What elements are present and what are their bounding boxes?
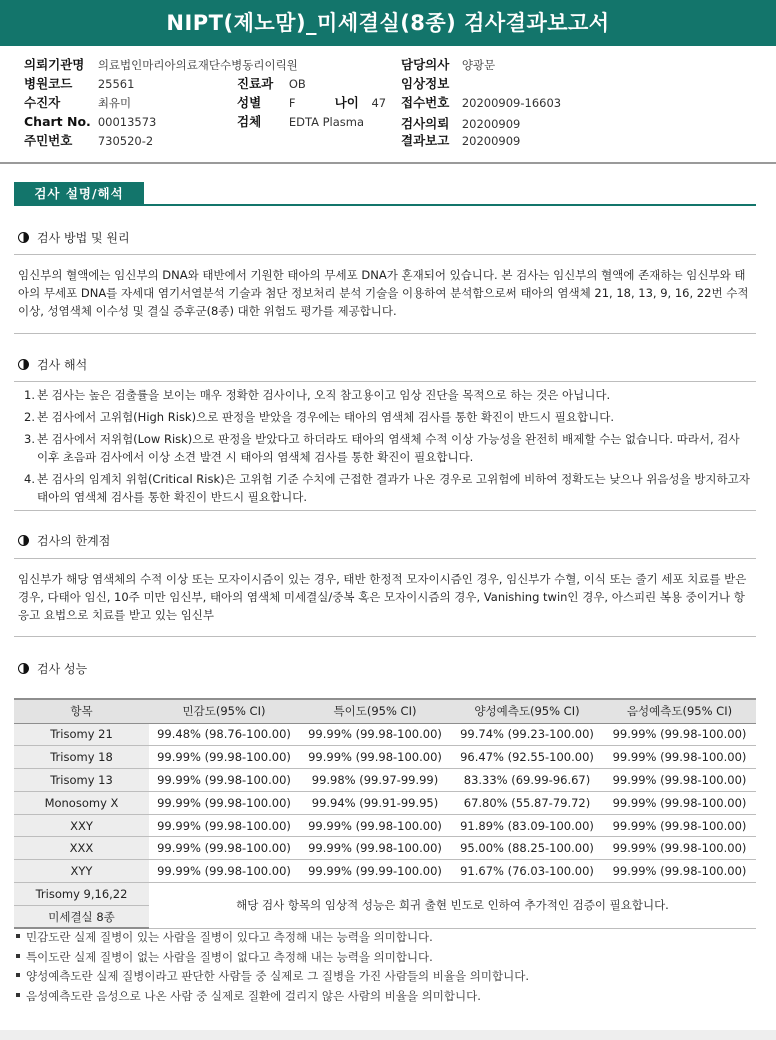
info-dept <box>237 77 306 91</box>
info-institution <box>24 58 298 72</box>
request-date-label: 검사의뢰 <box>401 116 450 131</box>
collector-value: 최유미 <box>97 96 132 110</box>
limits-heading-text: 검사의 한계점 <box>37 534 111 548</box>
interpret-heading-text: 검사 해석 <box>37 358 88 372</box>
age-label: 나이 <box>334 95 359 110</box>
info-receipt-no <box>401 96 561 110</box>
patient-info-block <box>0 50 776 162</box>
definition-item: 양성예측도란 실제 질병이라고 판단한 사람들 중 실제로 그 질병을 가진 사람들의 비율을 의미합니다. <box>16 967 529 987</box>
receipt-no-value: 20200909-16603 <box>461 96 562 110</box>
half-circle-icon <box>18 232 29 243</box>
dept-value: OB <box>288 77 306 91</box>
specimen-value: EDTA Plasma <box>288 115 365 129</box>
definition-item: 민감도란 실제 질병이 있는 사람을 질병이 있다고 측정해 내는 능력을 의미합니다. <box>16 928 529 948</box>
interpret-item: 4. 본 검사의 임계치 위험(Critical Risk)은 고위험 기준 수치에 근접한 결과가 나온 경우로 고위험에 비하여 정확도는 낮으나 위음성을 방지하고자 태아의 염색체 검사를 통한 확진이 반드시 필요합니다. <box>24 472 750 504</box>
hospital-code-value: 25561 <box>97 77 135 91</box>
perf-heading-text: 검사 성능 <box>37 662 88 676</box>
definitions-list <box>16 928 529 1006</box>
bullet-icon <box>16 973 20 977</box>
chart-no-value: 00013573 <box>97 115 157 129</box>
interpret-item: 2. 본 검사에서 고위험(High Risk)으로 판정을 받았을 경우에는 태아의 염색체 검사를 통한 확진이 반드시 필요합니다. <box>24 410 614 424</box>
info-result-date <box>401 134 520 148</box>
interpret-item: 3. 본 검사에서 저위험(Low Risk)으로 판정을 받았다고 하더라도 태아의 염색체 수적 이상 가능성을 완전히 배제할 수는 없습니다. 따라서, 검사 이후 초음파 검사에서 이상 소견 발견 시 태아의 염색체 검사를 통한 확진이 필요합니다. <box>24 432 740 464</box>
sex-label: 성별 <box>237 95 262 110</box>
table-row: Trisomy 13 99.99% (99.98-100.00) 99.98% (99.97-99.99) 83.33% (69.99-96.67) 99.99% (99.98-100.00) <box>14 769 756 792</box>
limits-divider <box>14 558 756 559</box>
method-end-divider <box>14 333 756 334</box>
hospital-code-label: 병원코드 <box>24 76 73 91</box>
half-circle-icon <box>18 535 29 546</box>
extra-note: 해당 검사 항목의 임상적 성능은 희귀 출현 빈도로 인하여 추가적인 검증이 필요합니다. <box>149 883 756 929</box>
info-divider <box>0 162 776 164</box>
definition-item: 특이도란 실제 질병이 없는 사람을 질병이 없다고 측정해 내는 능력을 의미합니다. <box>16 948 529 968</box>
extra-item-trisomy: Trisomy 9,16,22 <box>14 883 149 906</box>
clinical-label: 임상정보 <box>401 76 450 91</box>
report-title: NIPT(제노맘)_미세결실(8종) 검사결과보고서 <box>0 0 776 46</box>
age-value: 47 <box>371 96 387 110</box>
header-item: 항목 <box>14 699 149 723</box>
header-npv: 음성예측도(95% CI) <box>603 699 756 723</box>
footer-band <box>0 1030 776 1040</box>
perf-heading <box>18 660 87 677</box>
result-date-value: 20200909 <box>461 134 521 148</box>
info-doctor <box>401 58 495 72</box>
performance-table <box>14 698 756 929</box>
institution-label: 의뢰기관명 <box>24 57 85 72</box>
method-divider <box>14 254 756 255</box>
info-specimen <box>237 115 364 129</box>
institution-value: 의료법인마리아의료재단수병동리이릭원 <box>97 58 298 72</box>
table-row: Trisomy 18 99.99% (99.98-100.00) 99.99% (99.98-100.00) 96.47% (92.55-100.00) 99.99% (99.98-100.00) <box>14 746 756 769</box>
info-clinical <box>401 77 462 91</box>
doctor-label: 담당의사 <box>401 57 450 72</box>
interpret-end-divider <box>14 510 756 511</box>
half-circle-icon <box>18 663 29 674</box>
section-tab-explanation: 검사 설명/해석 <box>14 182 144 205</box>
header-specificity: 특이도(95% CI) <box>299 699 451 723</box>
extra-item-microdeletion: 미세결실 8종 <box>14 905 149 928</box>
bullet-icon <box>16 993 20 997</box>
info-chart-no <box>24 115 156 129</box>
method-heading <box>18 229 130 246</box>
doctor-value: 양광문 <box>461 58 496 72</box>
info-sex <box>237 96 386 110</box>
method-heading-text: 검사 방법 및 원리 <box>37 231 130 245</box>
limits-end-divider <box>14 636 756 637</box>
method-text: 임신부의 혈액에는 임신부의 DNA와 태반에서 기원한 태아의 무세포 DNA가 혼재되어 있습니다. 본 검사는 임신부의 혈액에 존재하는 임신부와 태아의 무세포 DNA를 자세대 염기서열분석 기술과 첨단 정보처리 분석 기술을 이용하여 분석함으로써 태아의 염색체 21, 18, 13, 9, 16, 22번 수적 이상, 성염색체 이수성 및 결실 증후군(8종) 대한 위험도 평가를 제공합니다. <box>18 268 749 318</box>
sex-value: F <box>288 96 296 110</box>
dept-label: 진료과 <box>237 76 274 91</box>
half-circle-icon <box>18 359 29 370</box>
limits-text: 임신부가 해당 염색체의 수적 이상 또는 모자이시즘이 있는 경우, 태반 한정적 모자이시즘인 경우, 임신부가 수혈, 이식 또는 줄기 세포 치료를 받은 경우, 다태아 임신, 10주 미만 임신부, 태아의 염색체 미세결실/중복 혹은 모자이시즘의 경우, Vanishing twin인 경우, 아스피린 복용 중이거나 항 응고 요법으로 치료를 받고 있는 임신부 <box>18 572 747 622</box>
section-tab-underline <box>14 204 756 206</box>
interpret-divider <box>14 381 756 382</box>
collector-label: 수진자 <box>24 95 61 110</box>
interpret-list <box>24 386 754 510</box>
table-row: XYY 99.99% (99.98-100.00) 99.99% (99.99-100.00) 91.67% (76.03-100.00) 99.99% (99.98-100.00) <box>14 860 756 883</box>
info-collector <box>24 96 131 110</box>
info-hospital-code <box>24 77 134 91</box>
table-row-extra <box>14 883 756 906</box>
interpret-heading <box>18 356 87 373</box>
table-header-row <box>14 699 756 723</box>
result-date-label: 결과보고 <box>401 133 450 148</box>
info-resident-no <box>24 134 153 148</box>
bullet-icon <box>16 954 20 958</box>
resident-no-value: 730520-2 <box>97 134 154 148</box>
request-date-value: 20200909 <box>461 117 521 131</box>
info-request-date <box>401 117 520 131</box>
definition-item: 음성예측도란 음성으로 나온 사람 중 실제로 질환에 걸리지 않은 사람의 비율을 의미합니다. <box>16 987 529 1007</box>
specimen-label: 검체 <box>237 114 262 129</box>
bullet-icon <box>16 934 20 938</box>
header-sensitivity: 민감도(95% CI) <box>149 699 299 723</box>
interpret-item: 1. 본 검사는 높은 검출률을 보이는 매우 정확한 검사이나, 오직 참고용이고 임상 진단을 목적으로 하는 것은 아닙니다. <box>24 388 611 402</box>
table-row: XXY 99.99% (99.98-100.00) 99.99% (99.98-100.00) 91.89% (83.09-100.00) 99.99% (99.98-100.00) <box>14 814 756 837</box>
chart-no-label: Chart No. <box>24 114 91 129</box>
header-ppv: 양성예측도(95% CI) <box>451 699 603 723</box>
table-row: XXX 99.99% (99.98-100.00) 99.99% (99.98-100.00) 95.00% (88.25-100.00) 99.99% (99.98-100.00) <box>14 837 756 860</box>
receipt-no-label: 접수번호 <box>401 95 450 110</box>
limits-heading <box>18 532 110 549</box>
table-row: Monosomy X 99.99% (99.98-100.00) 99.94% (99.91-99.95) 67.80% (55.87-79.72) 99.99% (99.98-100.00) <box>14 791 756 814</box>
table-row: Trisomy 21 99.48% (98.76-100.00) 99.99% (99.98-100.00) 99.74% (99.23-100.00) 99.99% (99.98-100.00) <box>14 723 756 746</box>
resident-no-label: 주민번호 <box>24 133 73 148</box>
